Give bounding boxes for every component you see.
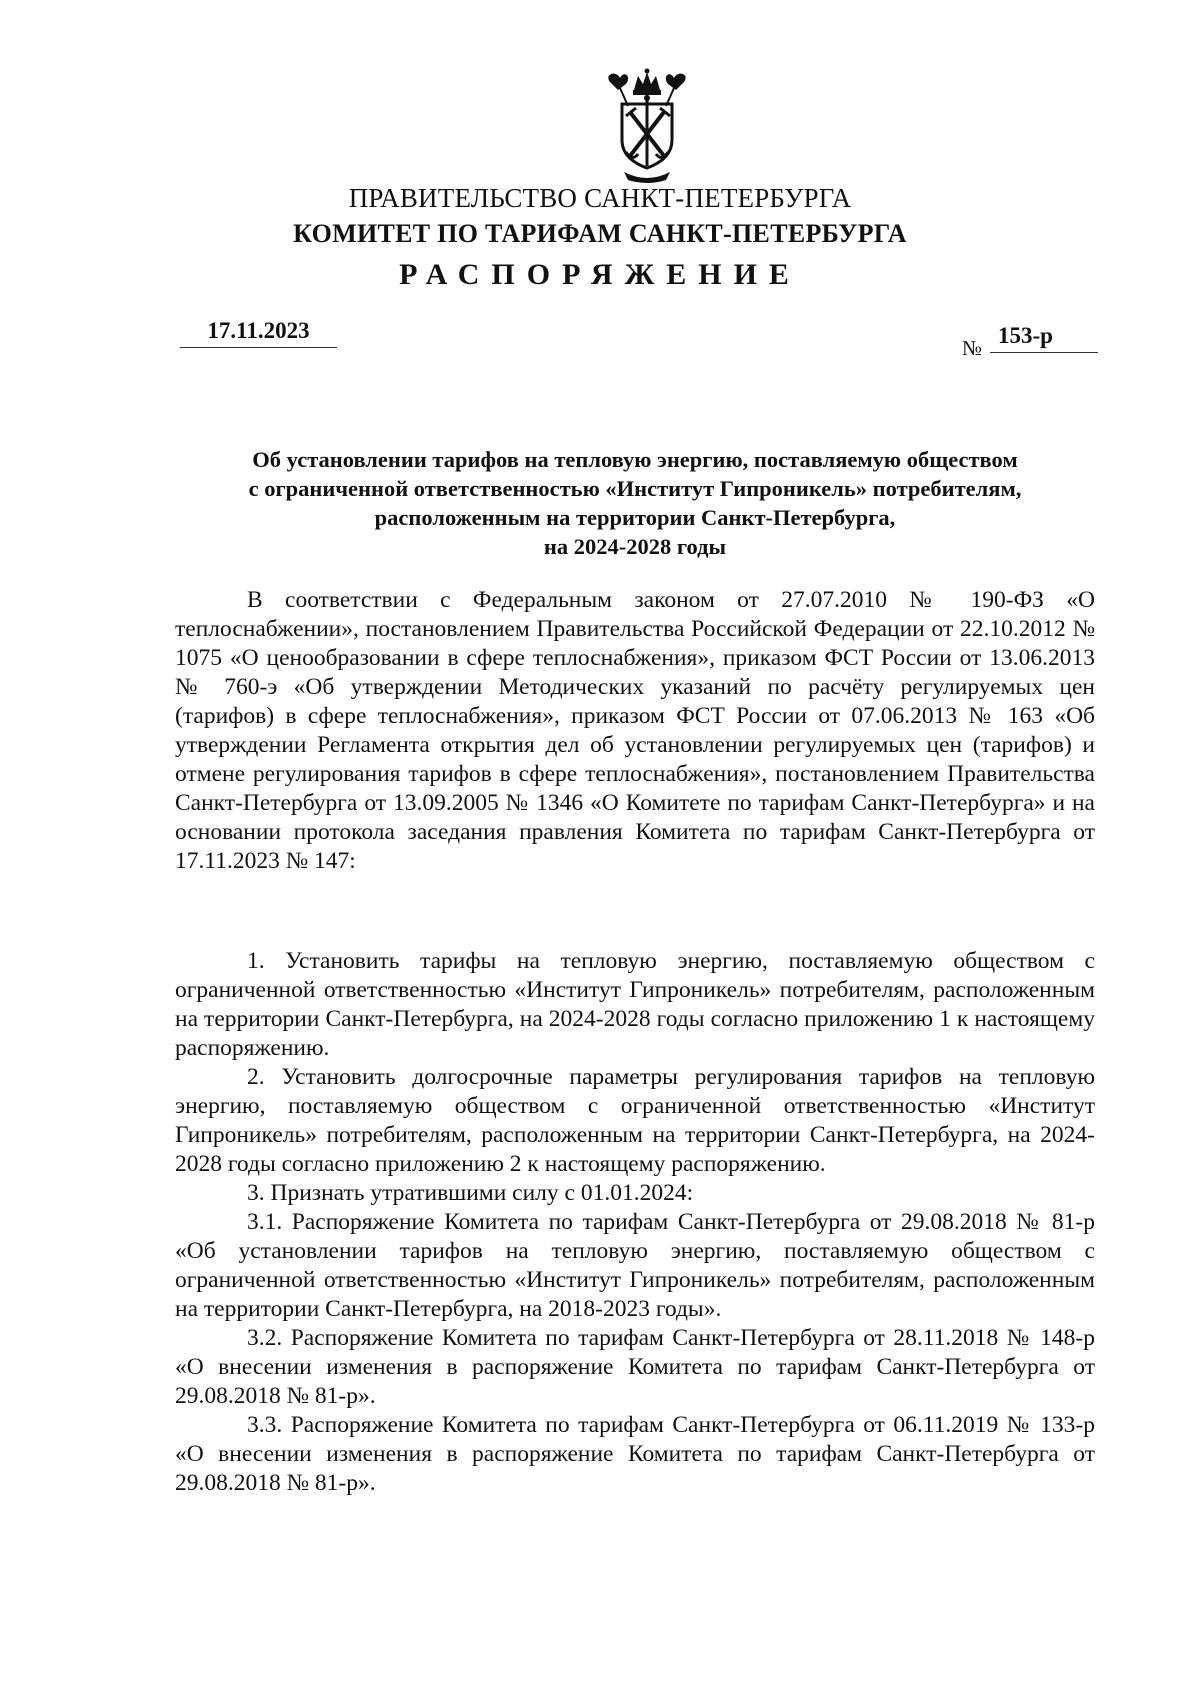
resolution-items [175, 947, 1095, 1498]
item-paragraph: 3.3. Распоряжение Комитета по тарифам Санкт-Петербурга от 06.11.2019 № 133-р «О внесении изменения в распоряжение Комитета по тарифам Санкт-Петербурга от 29.08.2018 № 81-р». [175, 1412, 1095, 1496]
coat-of-arms-icon [598, 68, 696, 184]
item-paragraph: 1. Установить тарифы на тепловую энергию, поставляемую обществом с ограниченной ответственностью «Институт Гипроникель» потребителям, расположенным на территории Санкт-Петербурга, на 2024-2028 годы согласно приложению 1 к настоящему распоряжению. [175, 948, 1095, 1061]
document-type-heading: РАСПОРЯЖЕНИЕ [399, 258, 801, 291]
document-number-label: № [962, 336, 983, 360]
item-paragraph: 3.2. Распоряжение Комитета по тарифам Санкт-Петербурга от 28.11.2018 № 148-р «О внесении изменения в распоряжение Комитета по тарифам Санкт-Петербурга от 29.08.2018 № 81-р». [175, 1325, 1095, 1409]
item-paragraph: 3. Признать утратившими силу с 01.01.2024: [247, 1180, 694, 1206]
item-paragraph: 3.1. Распоряжение Комитета по тарифам Санкт-Петербурга от 29.08.2018 № 81-р «Об установлении тарифов на тепловую энергию, поставляемую обществом с ограниченной ответственностью «Институт Гипроникель» потребителям, расположенным на территории Санкт-Петербурга, на 2018-2023 годы». [175, 1209, 1095, 1322]
title-line: Об установлении тарифов на тепловую энергию, поставляемую обществом [252, 447, 1018, 472]
document-date: 17.11.2023 [180, 318, 337, 348]
government-heading: ПРАВИТЕЛЬСТВО САНКТ-ПЕТЕРБУРГА [348, 183, 852, 213]
committee-heading: КОМИТЕТ ПО ТАРИФАМ САНКТ-ПЕТЕРБУРГА [293, 219, 907, 248]
item-paragraph: 2. Установить долгосрочные параметры регулирования тарифов на тепловую энергию, поставляемую обществом с ограниченной ответственностью «Институт Гипроникель» потребителям, расположенным на территории Санкт-Петербурга, на 2024-2028 годы согласно приложению 2 к настоящему распоряжению. [175, 1064, 1095, 1177]
document-number: 153-р [990, 323, 1098, 353]
title-line: расположенным на территории Санкт-Петербурга, [374, 505, 896, 530]
title-line: на 2024-2028 годы [543, 534, 727, 559]
document-title [170, 445, 1100, 561]
title-line: с ограниченной ответственностью «Институт Гипроникель» потребителям, [248, 476, 1022, 501]
preamble-paragraph: В соответствии с Федеральным законом от 27.07.2010 № 190-ФЗ «О теплоснабжении», постановлением Правительства Российской Федерации от 22.10.2012 № 1075 «О ценообразовании в сфере теплоснабжения», приказом ФСТ России от 13.06.2013 № 760-э «Об утверждении Методических указаний по расчёту регулируемых цен (тарифов) в сфере теплоснабжения», приказом ФСТ России от 07.06.2013 № 163 «Об утверждении Регламента открытия дел об установлении регулируемых цен (тарифов) и отмене регулирования тарифов в сфере теплоснабжения», постановлением Правительства Санкт-Петербурга от 13.09.2005 № 1346 «О Комитете по тарифам Санкт-Петербурга» и на основании протокола заседания правления Комитета по тарифам Санкт-Петербурга от 17.11.2023 № 147: [175, 587, 1095, 874]
